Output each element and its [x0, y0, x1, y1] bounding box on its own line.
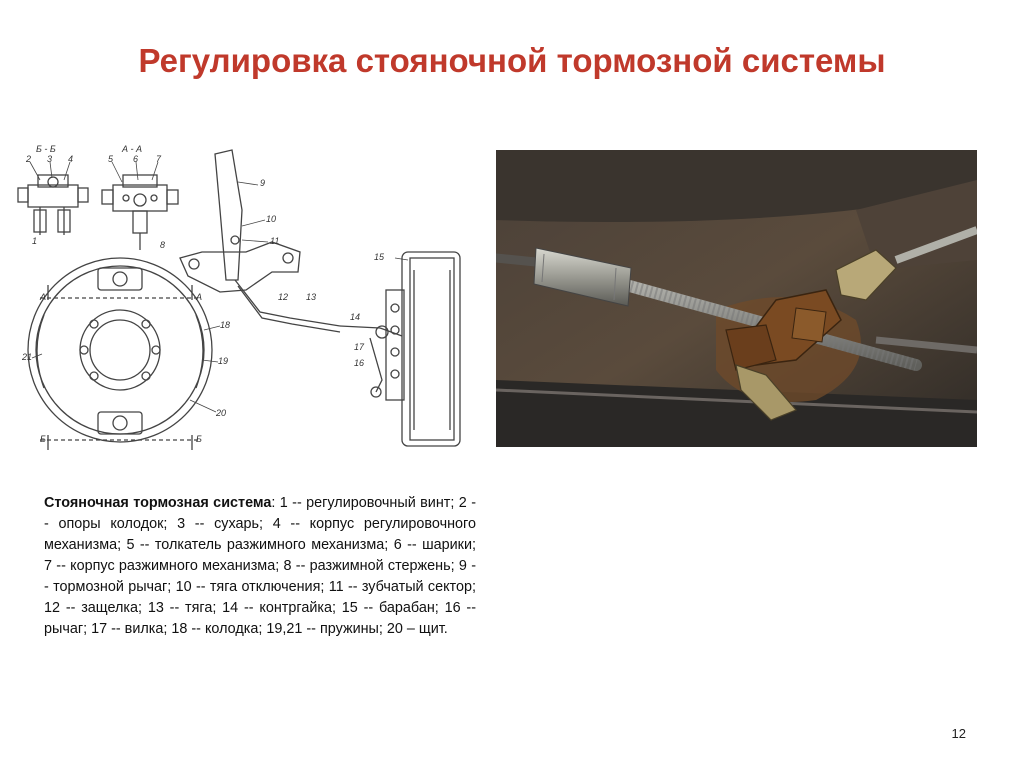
part-number-label: 21 [22, 352, 33, 362]
part-number-label: 6 [133, 154, 139, 164]
part-number-label: Б [40, 434, 46, 444]
part-number-label: 14 [350, 312, 361, 322]
part-number-label: 4 [68, 154, 74, 164]
part-number-label: 17 [354, 342, 365, 352]
section-b-b-drawing [18, 175, 88, 235]
caption-text: : 1 -- регулировочный винт; 2 -- опоры колодок; 3 -- сухарь; 4 -- корпус регулировочного механизма; 5 -- толкатель разжимного механизма; 6 -- шарики; 7 -- корпус разжимного механизма; 8 -- разжимной стержень; 9 -- тормозной рычаг; 10 -- тяга отключения; 11 -- зубчатый сектор; 12 -- защелка; 13 -- тяга; 14 -- контргайка; 15 -- барабан; 16 -- рычаг; 17 -- вилка; 18 -- колодка; 19,21 -- пружины; 20 – щит. [44, 495, 476, 637]
section-label-b-b: Б - Б [36, 144, 56, 154]
section-a-a-drawing [102, 175, 178, 250]
part-number-label: А [40, 292, 47, 302]
brake-technical-drawing [10, 140, 480, 460]
part-number-label: 18 [220, 320, 231, 330]
part-number-label: 20 [216, 408, 227, 418]
part-number-label: 9 [260, 178, 266, 188]
part-number-label: 10 [266, 214, 277, 224]
slide-title: Регулировка стояночной тормозной системы [138, 42, 886, 79]
part-number-label: 12 [278, 292, 289, 302]
part-number-label: 2 [26, 154, 32, 164]
part-number-label: 3 [47, 154, 53, 164]
part-number-label: 15 [374, 252, 385, 262]
page-number: 12 [951, 726, 966, 741]
part-number-label: 16 [354, 358, 365, 368]
part-number-label: 19 [218, 356, 229, 366]
part-number-label: Б [196, 434, 202, 444]
part-number-label: 5 [108, 154, 114, 164]
part-number-label: 1 [32, 236, 38, 246]
caption-heading: Стояночная тормозная система [44, 495, 272, 511]
section-label-a-a: А - А [122, 144, 143, 154]
part-number-label: 13 [306, 292, 317, 302]
part-number-label: 8 [160, 240, 166, 250]
brake-shield-front-view [28, 258, 212, 450]
parking-brake-photo [496, 150, 977, 447]
part-number-label: 11 [270, 236, 280, 246]
part-number-label: А [196, 292, 203, 302]
figure-caption [44, 493, 476, 640]
part-number-label: 7 [156, 154, 162, 164]
